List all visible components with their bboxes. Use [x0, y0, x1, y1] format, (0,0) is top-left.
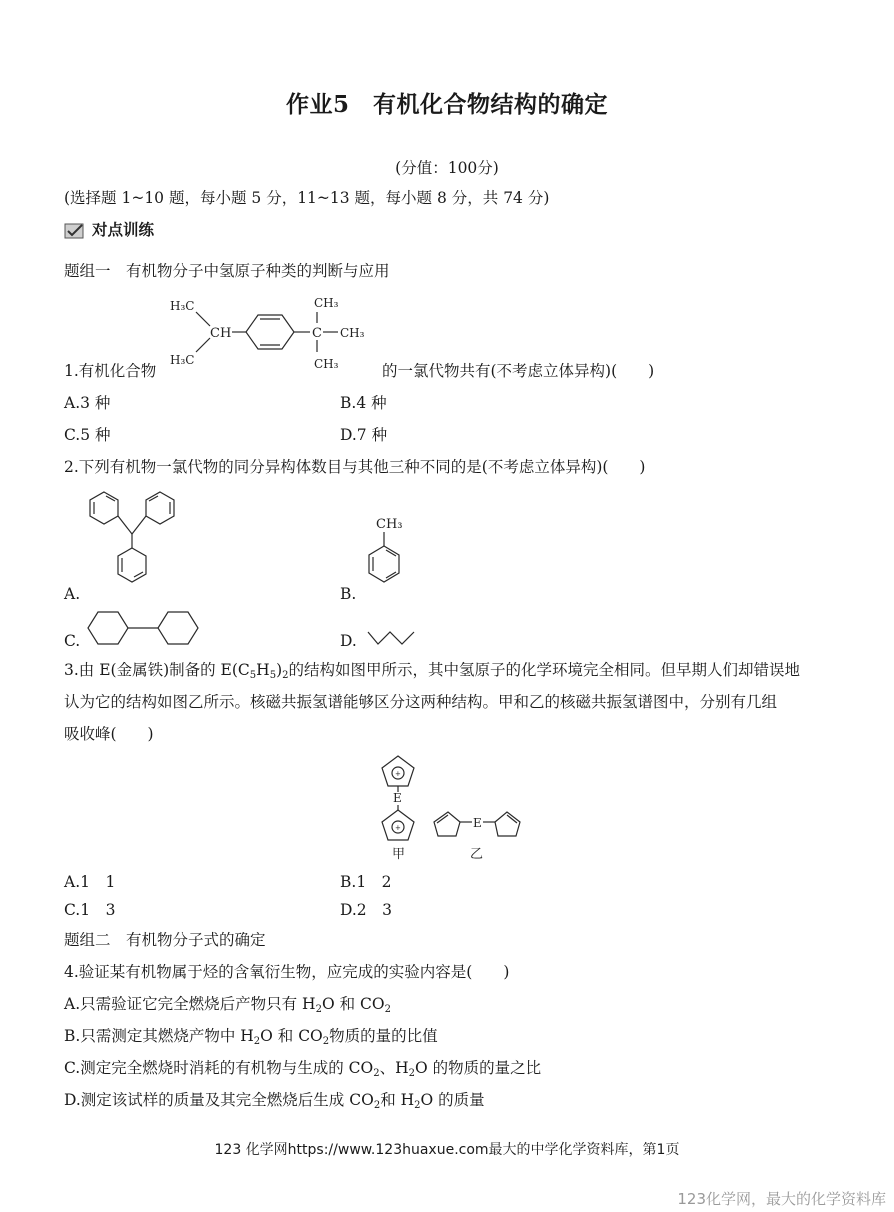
q4-option-c: C.测定完全燃烧时消耗的有机物与生成的 $CO_2$、$H_2O$ 的物质的量之比: [64, 1059, 542, 1079]
page-title: 作业5 有机化合物结构的确定: [285, 91, 608, 118]
watermark: 123化学网，最大的化学资料库: [677, 1190, 886, 1208]
q1-stem-suffix: 的一氯代物共有(不考虑立体异构)( ): [382, 362, 655, 380]
q2-label-d: D.: [340, 632, 357, 650]
q3-option-b: B.1 2: [340, 873, 392, 891]
score-note: (分值：100分): [395, 159, 499, 177]
q3-e-jia: E: [393, 791, 402, 805]
q2-label-a: A.: [64, 585, 81, 603]
q1-ch3-top: CH₃: [314, 296, 339, 310]
q3-stem-line3: 吸收峰( ): [64, 725, 154, 743]
q1-option-c: C.5 种: [64, 426, 111, 444]
q1-option-a: A.3 种: [64, 394, 111, 412]
q2-structure-c: [86, 608, 204, 648]
q4-option-d: D.测定该试样的质量及其完全燃烧后生成 $CO_2$和 $H_2O$ 的质量: [64, 1091, 485, 1111]
q3-stem-line1: 3.由 E(金属铁)制备的 $E(C_5H_5)_2$的结构如图甲所示，其中氢原子的化学环境完全相同。但早期人们却错误地: [64, 661, 801, 681]
q2-structure-b: [360, 510, 420, 602]
q3-label-yi: 乙: [470, 847, 484, 862]
q3-option-a: A.1 1: [64, 873, 116, 891]
q3-e-yi: E: [473, 816, 482, 830]
svg-text:+: +: [395, 770, 401, 778]
q2-b-ch3: CH₃: [376, 517, 403, 532]
q2-structure-d: [366, 628, 418, 648]
q1-ch: CH: [210, 326, 232, 341]
q3-structure-diagram: [370, 752, 530, 864]
svg-text:+: +: [395, 824, 401, 832]
q1-h3c-top: H₃C: [170, 299, 195, 313]
q2-stem: 2.下列有机物一氯代物的同分异构体数目与其他三种不同的是(不考虑立体异构)( ): [64, 458, 646, 476]
q1-c: C: [312, 326, 322, 341]
q1-h3c-bottom: H₃C: [170, 353, 195, 367]
q4-option-a: A.只需验证它完全燃烧后产物只有 $H_2O$ 和 $CO_2$: [64, 995, 391, 1015]
q1-stem-prefix: 1.有机化合物: [64, 362, 157, 380]
group-2-heading: 题组二 有机物分子式的确定: [64, 931, 266, 949]
q4-option-b: B.只需测定其燃烧产物中 $H_2O$ 和 $CO_2$物质的量的比值: [64, 1027, 438, 1047]
q1-option-b: B.4 种: [340, 394, 387, 412]
page-footer: 123 化学网https://www.123huaxue.com最大的中学化学资料库，第1页: [214, 1142, 680, 1158]
q2-structure-a: [82, 488, 182, 596]
q2-label-c: C.: [64, 632, 81, 650]
q1-option-d: D.7 种: [340, 426, 388, 444]
q3-label-jia: 甲: [392, 847, 406, 862]
q1-ch3-bottom: CH₃: [314, 357, 339, 371]
q3-option-d: D.2 3: [340, 901, 393, 919]
section-heading-text: 对点训练: [92, 220, 155, 239]
group-1-heading: 题组一 有机物分子中氢原子种类的判断与应用: [64, 262, 390, 280]
q3-option-c: C.1 3: [64, 901, 116, 919]
checklist-icon: [64, 222, 86, 240]
q2-label-b: B.: [340, 585, 357, 603]
q3-stem-line2: 认为它的结构如图乙所示。核磁共振氢谱能够区分这两种结构。甲和乙的核磁共振氢谱图中，分别有几组: [64, 693, 778, 711]
q1-ch3-right: CH₃: [340, 326, 365, 340]
q1-structure-diagram: [160, 290, 380, 376]
q4-stem: 4.验证某有机物属于烃的含氧衍生物，应完成的实验内容是( ): [64, 963, 510, 981]
instruction: (选择题 1~10 题，每小题 5 分，11~13 题，每小题 8 分，共 74 分): [64, 189, 550, 207]
